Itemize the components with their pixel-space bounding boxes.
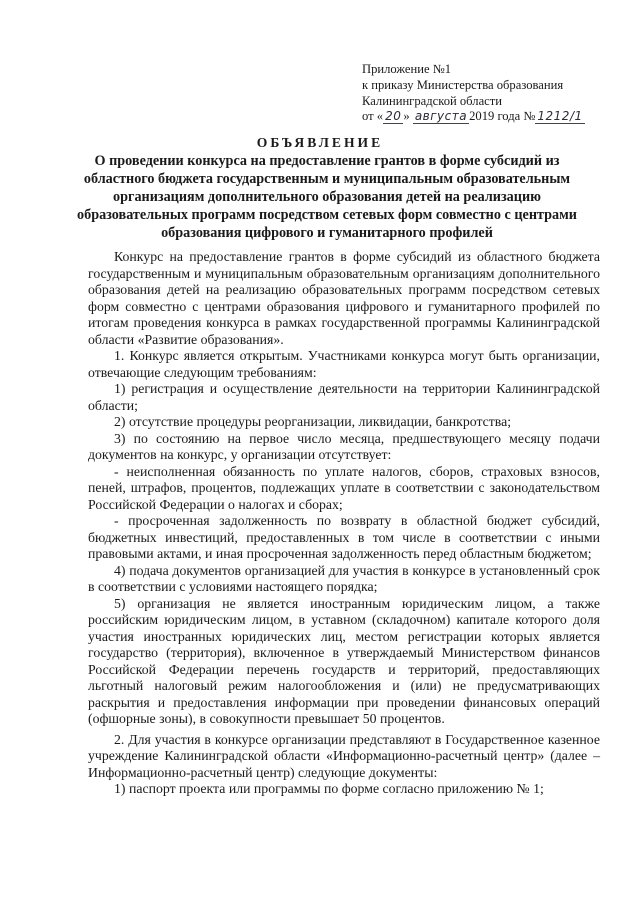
paragraph-req-1: 1) регистрация и осуществление деятельности на территории Калининградской области; bbox=[88, 381, 600, 413]
appendix-line-3: Калининградской области bbox=[362, 93, 502, 108]
date-prefix: от « bbox=[362, 109, 384, 124]
appendix-block bbox=[362, 62, 585, 125]
paragraph-req-4: 4) подача документов организацией для участия в конкурсе в установленный срок в соответствии с условиями настоящего порядка; bbox=[88, 562, 600, 594]
appendix-date-line bbox=[362, 109, 585, 125]
date-mid: » bbox=[403, 109, 410, 124]
date-month-handwritten: августа bbox=[414, 109, 468, 124]
date-year: 2019 года № bbox=[469, 109, 536, 124]
paragraph-req-3: 3) по состоянию на первое число месяца, предшествующего месяцу подачи документов на конкурс, у организации отсутствует: bbox=[88, 430, 600, 462]
appendix-line-2: к приказу Министерства образования bbox=[362, 77, 564, 92]
document-body bbox=[88, 249, 600, 798]
document-heading: ОБЪЯВЛЕНИЕ bbox=[256, 135, 384, 150]
paragraph-item-1: 1. Конкурс является открытым. Участниками конкурса могут быть организации, отвечающие следующим требованиям: bbox=[88, 348, 600, 380]
document-title: О проведении конкурса на предоставление грантов в форме субсидий из областного бюджета государственным и муниципальным образовательным организациям дополнительного образования детей на реализацию образовательных программ посредством сетевых форм совместно с центрами образования цифрового и гуманитарного профилей bbox=[77, 153, 577, 241]
date-day-handwritten: 20 bbox=[385, 109, 402, 124]
paragraph-req-3-a: - неисполненная обязанность по уплате налогов, сборов, страховых взносов, пеней, штрафов, процентов, подлежащих уплате в соответствии с законодательством Российской Федерации о налогах и сборах; bbox=[88, 463, 600, 512]
order-number-handwritten: 1212/1 bbox=[537, 109, 583, 124]
paragraph-req-3-b: - просроченная задолженность по возврату в областной бюджет субсидий, бюджетных инвестиций, предоставленных в том числе в соответствии с иными правовыми актами, и иная просроченная задолженность перед областным бюджетом; bbox=[88, 513, 600, 561]
appendix-line-1: Приложение №1 bbox=[362, 62, 452, 76]
paragraph-req-2: 2) отсутствие процедуры реорганизации, ликвидации, банкротства; bbox=[114, 414, 512, 429]
paragraph-item-2: 2. Для участия в конкурсе организации представляют в Государственное казенное учреждение Калининградской области «Информационно-расчетный центр» (далее – Информационно-расчетный центр) следующие документы: bbox=[88, 731, 600, 780]
paragraph-doc-1: 1) паспорт проекта или программы по форме согласно приложению № 1; bbox=[114, 781, 544, 796]
paragraph-intro: Конкурс на предоставление грантов в форме субсидий из областного бюджета государственным и муниципальным образовательным организациям дополнительного образования детей на реализацию образовательных программ посредством сетевых форм совместно с центрами образования цифрового и гуманитарного профилей по итогам проведения конкурса в рамках государственной программы Калининградской области «Развитие образования». bbox=[88, 249, 600, 347]
paragraph-req-5: 5) организация не является иностранным юридическим лицом, а также российским юридическим лицом, в уставном (складочном) капитале которого доля участия иностранных юридических лиц, местом регистрации которых является государство (территория), включенное в утверждаемый Министерством финансов Российской Федерации перечень государств и территорий, предоставляющих льготный налоговый режим налогообложения и (или) не предусматривающих раскрытия и предоставления информации при проведении финансовых операций (офшорные зоны), в совокупности превышает 50 процентов. bbox=[88, 595, 600, 726]
